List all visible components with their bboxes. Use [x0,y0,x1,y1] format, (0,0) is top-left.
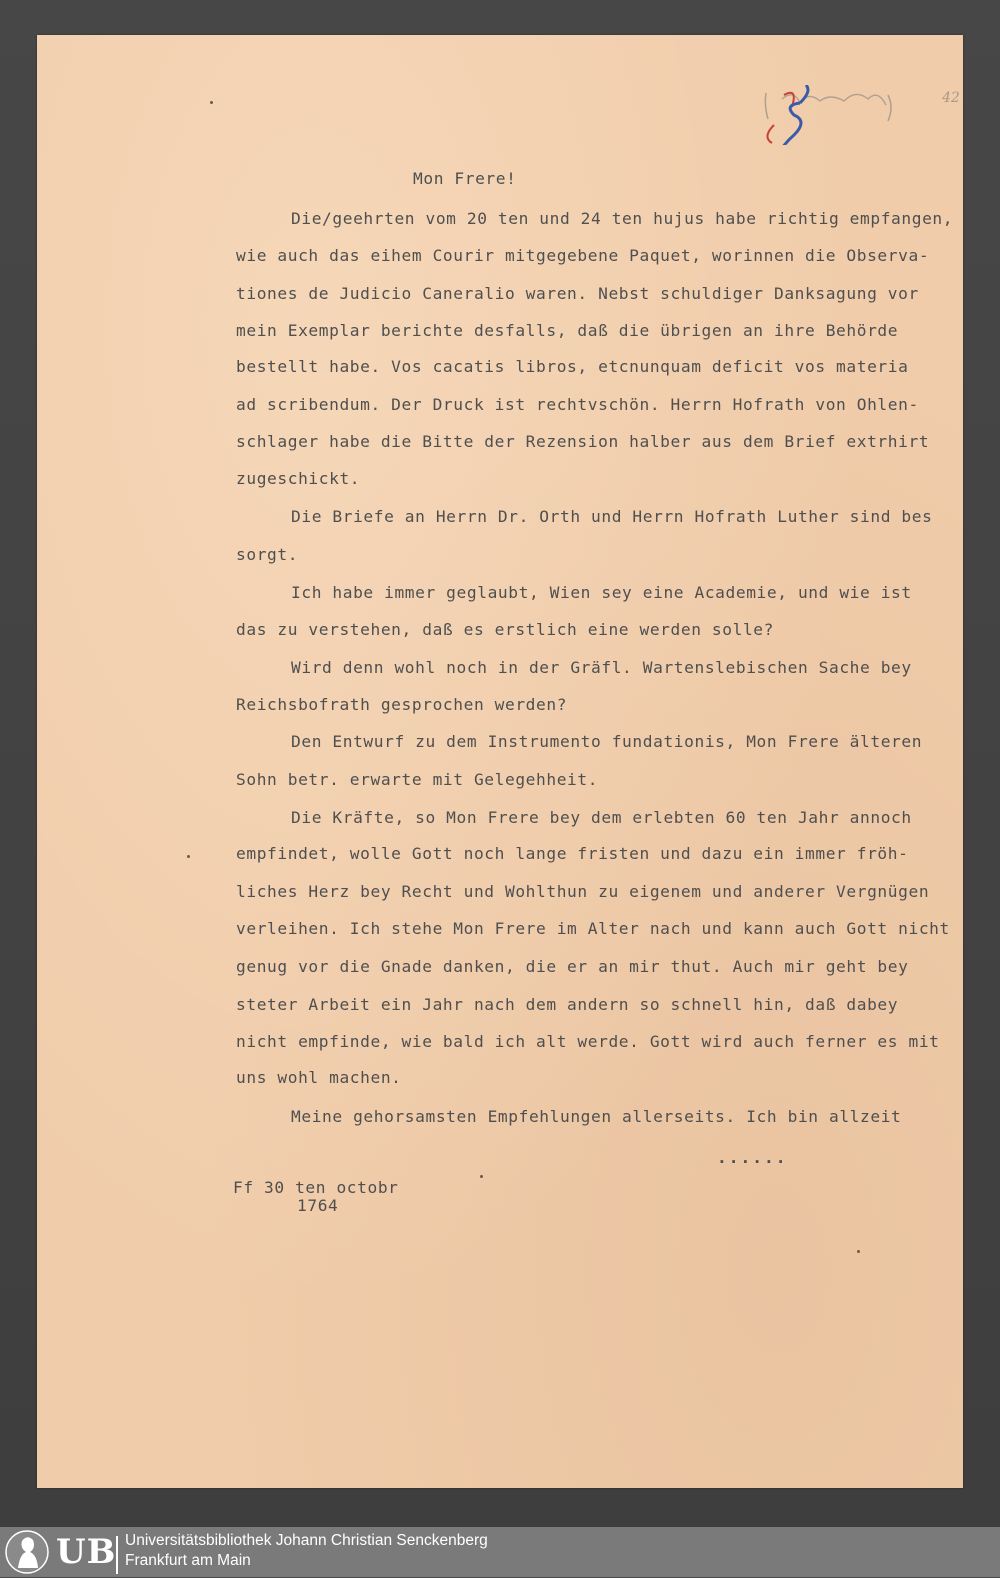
text-line: Meine gehorsamsten Empfehlungen allerseits. Ich bin allzeit [291,1107,902,1126]
text-line: Die Kräfte, so Mon Frere bey dem erlebten 60 ten Jahr annoch [291,808,912,827]
paper-speck [187,855,190,858]
text-line: genug vor die Gnade danken, die er an mir thut. Auch mir geht bey [236,957,909,976]
logo-divider [116,1536,118,1574]
text-line: das zu verstehen, daß es erstlich eine werden solle? [236,620,774,639]
text-line: sorgt. [236,545,299,564]
letter-year: 1764 [297,1196,339,1215]
text-line: zugeschickt. [236,469,361,488]
letter-salutation: Mon Frere! [413,169,517,188]
paper-speck [857,1250,860,1253]
institution-city: Frankfurt am Main [125,1552,251,1569]
text-line: mein Exemplar berichte desfalls, daß die übrigen an ihre Behörde [236,321,899,340]
archive-pencil-annotation [764,85,904,145]
text-line: Wird denn wohl noch in der Gräfl. Wartenslebischen Sache bey [291,658,912,677]
library-footer [0,1527,1000,1577]
text-line: nicht empfinde, wie bald ich alt werde. Gott wird auch ferner es mit [236,1032,940,1051]
text-line: Die/geehrten vom 20 ten und 24 ten hujus habe richtig empfangen, [291,209,954,228]
text-line: Ich habe immer geglaubt, Wien sey eine Academie, und wie ist [291,583,912,602]
text-line: steter Arbeit ein Jahr nach dem andern so schnell hin, daß dabey [236,995,899,1014]
text-line: Reichsbofrath gesprochen werden? [236,695,568,714]
text-line: bestellt habe. Vos cacatis libros, etcnunquam deficit vos materia [236,357,909,376]
paper-speck [210,101,213,104]
institution-name: Universitätsbibliothek Johann Christian Senckenberg [125,1532,488,1549]
page-number: 42 [942,90,960,106]
text-line: uns wohl machen. [236,1068,402,1087]
letter-page [37,35,963,1488]
text-line: ad scribendum. Der Druck ist rechtvschön. Herrn Hofrath von Ohlen- [236,395,919,414]
text-line: liches Herz bey Recht und Wohlthun zu eigenem und anderer Vergnügen [236,882,930,901]
text-line: wie auch das eihem Courir mitgegebene Paquet, worinnen die Observa- [236,246,930,265]
senckenberg-portrait-icon [4,1530,50,1574]
text-line: tiones de Judicio Caneralio waren. Nebst schuldiger Danksagung vor [236,284,919,303]
paper-speck [480,1175,483,1178]
closing-dots: ...... [717,1148,788,1167]
text-line: Den Entwurf zu dem Instrumento fundationis, Mon Frere älteren [291,732,923,751]
letter-date: Ff 30 ten octobr [233,1178,399,1197]
text-line: verleihen. Ich stehe Mon Frere im Alter nach und kann auch Gott nicht [236,919,950,938]
text-line: Sohn betr. erwarte mit Gelegehheit. [236,770,599,789]
text-line: schlager habe die Bitte der Rezension halber aus dem Brief extrhirt [236,432,930,451]
text-line: Die Briefe an Herrn Dr. Orth und Herrn Hofrath Luther sind bes [291,507,933,526]
ub-logo-text: UB [56,1532,117,1572]
text-line: empfindet, wolle Gott noch lange fristen und dazu ein immer fröh- [236,844,909,863]
ub-logo[interactable] [4,1530,116,1574]
